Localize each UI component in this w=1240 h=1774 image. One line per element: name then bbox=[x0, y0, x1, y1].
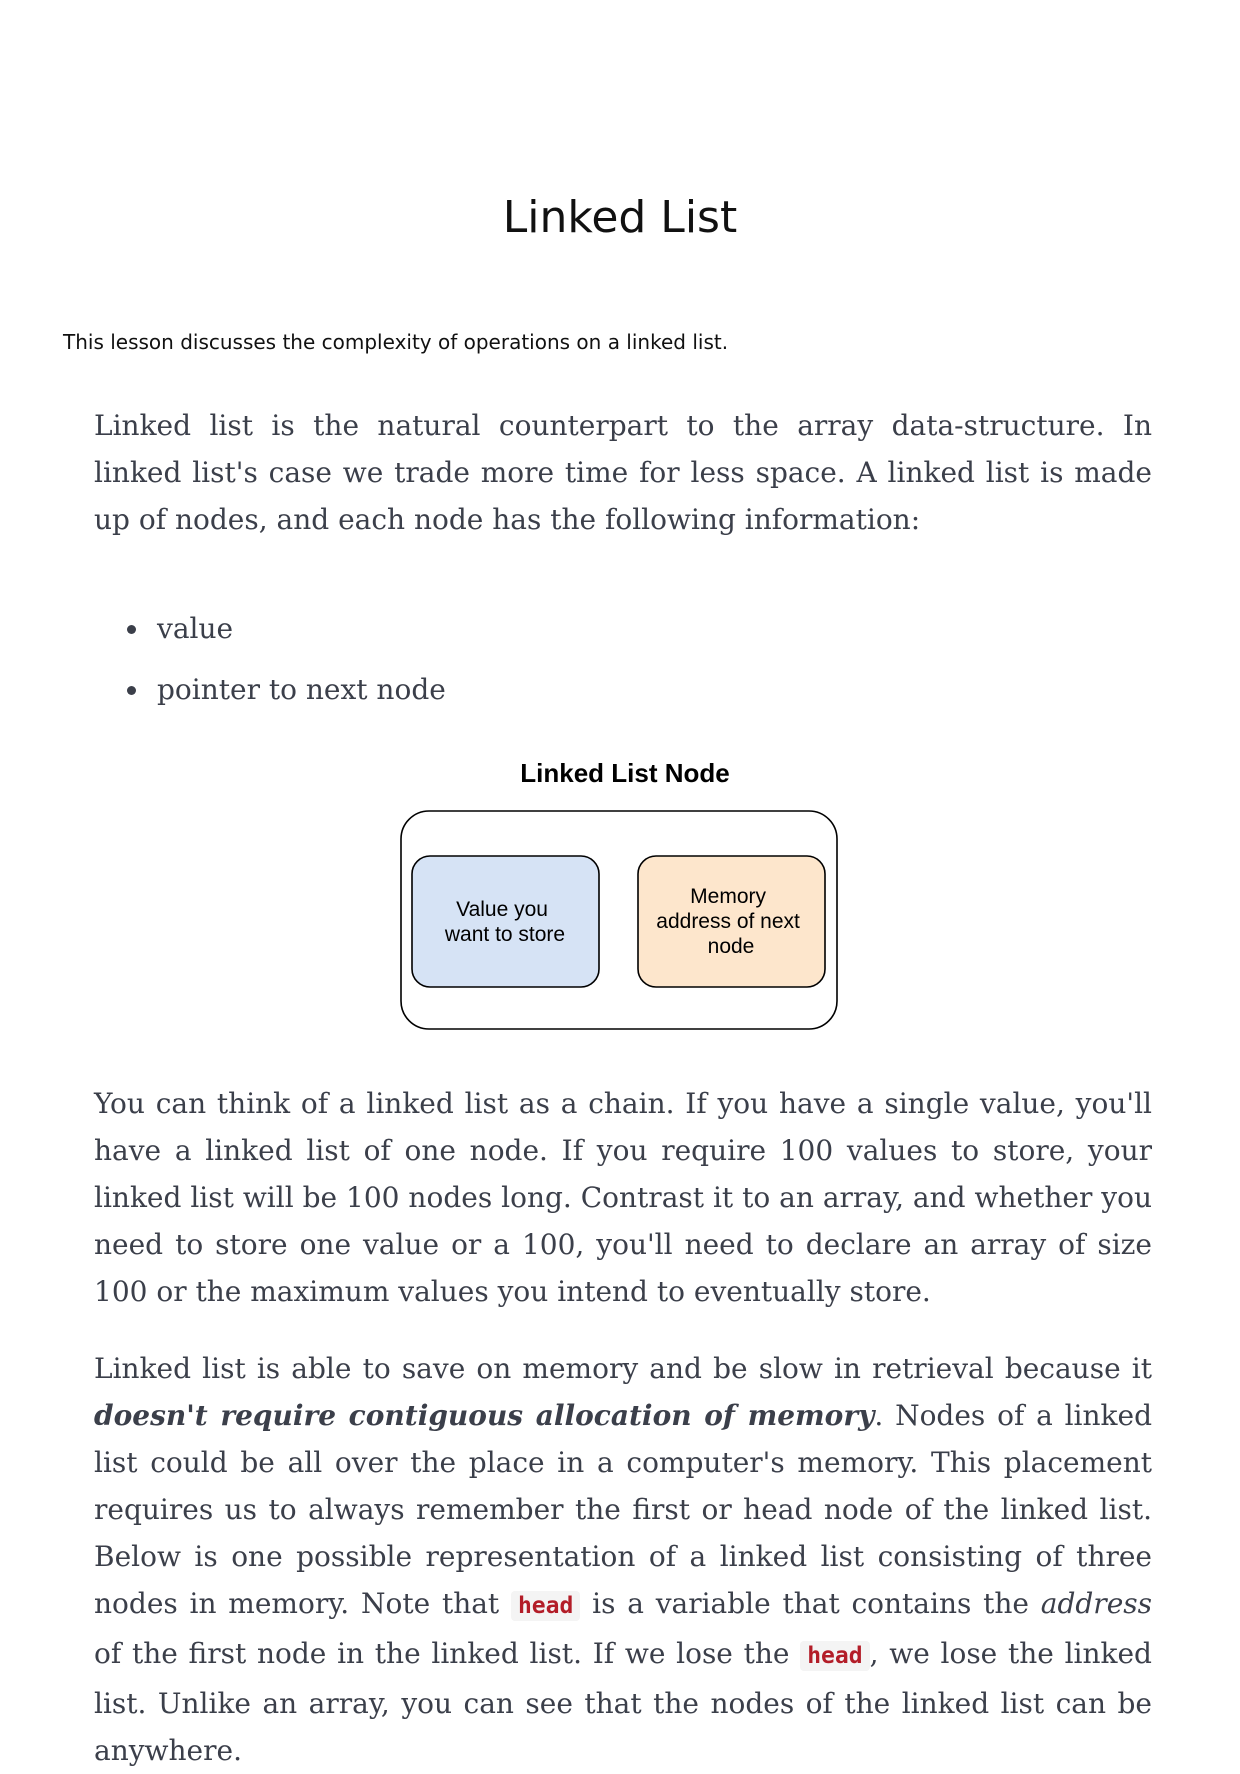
pointer-box-label: address of next bbox=[656, 910, 800, 933]
italic-text: address bbox=[1040, 1587, 1152, 1620]
list-item: value bbox=[157, 598, 446, 659]
paragraph-text: is a variable that contains the bbox=[580, 1587, 1041, 1620]
paragraph-text: , we lose the linked list. Unlike an array, you can see that the nodes of the linked list can be anywhere. bbox=[94, 1637, 1152, 1767]
page-title: Linked List bbox=[502, 192, 738, 243]
value-box-label: Value you bbox=[456, 898, 549, 921]
value-box bbox=[412, 856, 599, 987]
paragraph-text: Linked list is able to save on memory and be slow in retrieval because it bbox=[94, 1352, 1152, 1385]
pointer-box-label: node bbox=[707, 935, 755, 958]
inline-code-head: head bbox=[800, 1641, 869, 1671]
paragraph-text: . Nodes of a linked list could be all over the place in a computer's memory. This placement requires us to always remember the first or head node of the linked list. Below is one possible representation of a linked list consisting of three nodes in memory. Note that bbox=[94, 1399, 1152, 1620]
value-box-label: want to store bbox=[444, 923, 566, 946]
pointer-box-label: Memory bbox=[690, 885, 766, 908]
intro-paragraph: Linked list is the natural counterpart to the array data-structure. In linked list's case we trade more time for less space. A linked list is made up of nodes, and each node has the following information: bbox=[94, 409, 1152, 536]
memory-paragraph bbox=[94, 1345, 1152, 1774]
list-item: pointer to next node bbox=[157, 659, 446, 720]
chain-paragraph: You can think of a linked list as a chain. If you have a single value, you'll have a linked list of one node. If you require 100 values to store, your linked list will be 100 nodes long. Contrast it to an array, and whether you need to store one value or a 100, you'll need to declare an array of size 100 or the maximum values you intend to eventually store. bbox=[94, 1087, 1152, 1308]
node-info-list bbox=[94, 598, 446, 720]
diagram-title: Linked List Node bbox=[520, 758, 730, 788]
linked-list-node-diagram bbox=[395, 755, 855, 1055]
emphasis-text: doesn't require contiguous allocation of memory bbox=[94, 1399, 875, 1432]
paragraph-text: of the first node in the linked list. If we lose the bbox=[94, 1637, 801, 1670]
lesson-summary: This lesson discusses the complexity of operations on a linked list. bbox=[63, 330, 729, 354]
inline-code-head: head bbox=[511, 1591, 580, 1621]
